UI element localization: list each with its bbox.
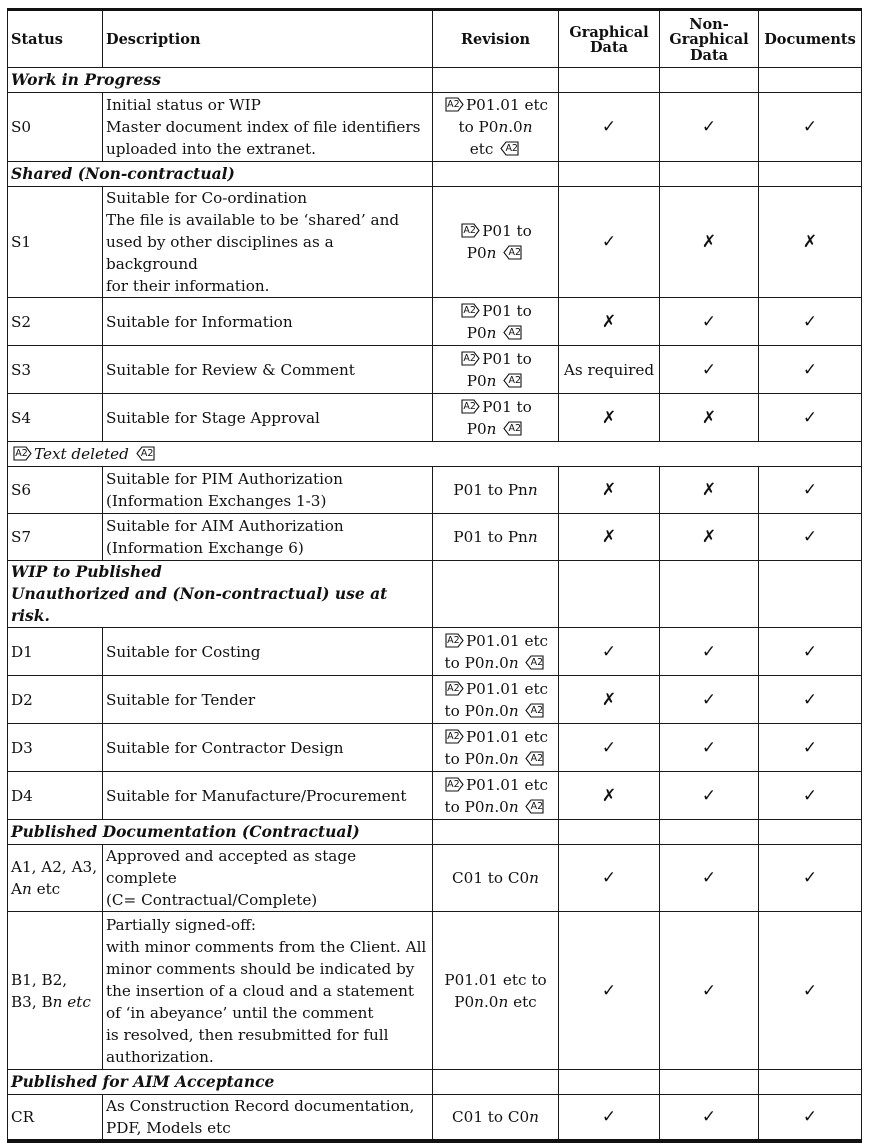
description-cell: Suitable for Tender <box>103 676 433 724</box>
empty-cell <box>433 1070 559 1095</box>
graphical-data-mark: ✓ <box>559 912 660 1070</box>
documents-mark: ✗ <box>759 187 862 298</box>
revision-cell <box>433 628 559 676</box>
amendment-close-icon: A2 <box>525 751 544 766</box>
empty-cell <box>759 1070 862 1095</box>
description-line: (C= Contractual/Complete) <box>106 891 318 909</box>
deleted-text-note: Text deleted <box>34 445 129 463</box>
description-line: minor comments should be indicated by <box>106 959 415 978</box>
empty-cell <box>759 162 862 187</box>
header-status: Status <box>8 10 103 68</box>
non-graphical-data-mark: ✗ <box>660 187 759 298</box>
status-code <box>8 912 103 1070</box>
documents-mark: ✓ <box>759 912 862 1070</box>
status-line: A1, A2, A3, <box>11 858 98 876</box>
status-code: S4 <box>8 394 103 442</box>
revision-line: P0n A2 <box>466 244 522 262</box>
amendment-open-icon: A2 <box>445 777 464 792</box>
section-cell <box>8 162 433 187</box>
graphical-data-mark: ✓ <box>559 187 660 298</box>
documents-mark: ✓ <box>759 346 862 394</box>
revision-cell: C01 to C0n <box>433 845 559 912</box>
amendment-open-icon: A2 <box>445 633 464 648</box>
graphical-data-mark: ✓ <box>559 628 660 676</box>
section-row <box>8 561 862 628</box>
table-row <box>8 845 862 912</box>
description-cell <box>103 912 433 1070</box>
revision-line: etc A2 <box>469 140 518 158</box>
revision-cell <box>433 93 559 162</box>
table-row <box>8 912 862 1070</box>
empty-cell <box>660 561 759 628</box>
table-row <box>8 346 862 394</box>
status-line: B3, Bn etc <box>11 992 91 1011</box>
amendment-open-icon: A2 <box>445 97 464 112</box>
documents-mark: ✓ <box>759 298 862 346</box>
revision-line: A2 P01.01 etc <box>436 94 555 116</box>
description-line: Suitable for Co-ordination <box>106 189 308 207</box>
deleted-text-cell <box>8 442 862 467</box>
amendment-open-icon: A2 <box>445 681 464 696</box>
table-row <box>8 467 862 514</box>
amendment-open-icon: A2 <box>461 303 480 318</box>
table-row <box>8 394 862 442</box>
description-cell <box>103 845 433 912</box>
status-code: D1 <box>8 628 103 676</box>
description-line: (Information Exchange 6) <box>106 539 304 557</box>
status-code: CR <box>8 1095 103 1142</box>
amendment-close-icon: A2 <box>525 799 544 814</box>
section-title-wip-to-published: WIP to Published <box>11 562 162 581</box>
header-row <box>8 10 862 68</box>
description-cell: Suitable for Contractor Design <box>103 724 433 772</box>
description-cell <box>103 187 433 298</box>
description-line: used by other disciplines as a background <box>106 233 334 273</box>
description-line: uploaded into the extranet. <box>106 140 316 158</box>
header-graphical-data <box>559 10 660 68</box>
description-cell: Suitable for Review & Comment <box>103 346 433 394</box>
documents-mark: ✓ <box>759 724 862 772</box>
table-row <box>8 187 862 298</box>
status-code: S2 <box>8 298 103 346</box>
description-line: for their information. <box>106 277 270 295</box>
graphical-data-mark: ✓ <box>559 724 660 772</box>
empty-cell <box>660 162 759 187</box>
empty-cell <box>559 1070 660 1095</box>
description-cell <box>103 93 433 162</box>
section-title-aim: Published for AIM Acceptance <box>11 1072 275 1091</box>
graphical-data-mark: ✗ <box>559 298 660 346</box>
amendment-open-icon: A2 <box>461 223 480 238</box>
amendment-close-icon: A2 <box>525 655 544 670</box>
amendment-close-icon: A2 <box>136 446 155 461</box>
status-line: An etc <box>11 880 61 898</box>
section-cell <box>8 820 433 845</box>
header-non-graphical-data <box>660 10 759 68</box>
revision-cell <box>433 772 559 820</box>
description-line: is resolved, then resubmitted for full <box>106 1025 389 1044</box>
section-title-published: Published Documentation (Contractual) <box>11 822 360 841</box>
section-title-shared: Shared (Non-contractual) <box>11 164 235 183</box>
empty-cell <box>559 162 660 187</box>
non-graphical-data-mark: ✓ <box>660 346 759 394</box>
table-row <box>8 93 862 162</box>
amendment-open-icon: A2 <box>13 446 32 461</box>
graphical-data-mark: ✓ <box>559 845 660 912</box>
revision-line: A2 P01 to <box>436 396 555 418</box>
revision-line: A2 P01.01 etc <box>436 726 555 748</box>
table-row <box>8 298 862 346</box>
empty-cell <box>759 561 862 628</box>
graphical-data-mark: ✗ <box>559 394 660 442</box>
status-line: B1, B2, <box>11 970 68 989</box>
revision-line: P0n A2 <box>466 371 522 390</box>
empty-cell <box>559 561 660 628</box>
non-graphical-data-mark: ✓ <box>660 676 759 724</box>
description-cell <box>103 467 433 514</box>
revision-cell <box>433 394 559 442</box>
revision-line: to P0n.0n <box>458 118 533 136</box>
table-row <box>8 772 862 820</box>
amendment-close-icon: A2 <box>500 141 519 156</box>
revision-cell <box>433 724 559 772</box>
table-row <box>8 724 862 772</box>
graphical-data-mark: ✗ <box>559 772 660 820</box>
section-subtitle-risk: Unauthorized and (Non-contractual) use at risk. <box>11 584 388 625</box>
revision-line: P0n A2 <box>466 419 522 438</box>
description-cell: Suitable for Costing <box>103 628 433 676</box>
graphical-data-mark: As required <box>559 346 660 394</box>
description-line: the insertion of a cloud and a statement <box>106 981 414 1000</box>
description-line: Partially signed-off: <box>106 915 257 934</box>
graphical-data-mark: ✓ <box>559 93 660 162</box>
revision-cell <box>433 298 559 346</box>
empty-cell <box>559 820 660 845</box>
header-text: Graphical <box>669 31 749 49</box>
non-graphical-data-mark: ✓ <box>660 298 759 346</box>
revision-cell: P01 to Pnn <box>433 514 559 561</box>
documents-mark: ✓ <box>759 772 862 820</box>
status-code: S3 <box>8 346 103 394</box>
section-cell <box>8 68 433 93</box>
documents-mark: ✓ <box>759 676 862 724</box>
description-cell <box>103 1095 433 1142</box>
status-code: D3 <box>8 724 103 772</box>
amendment-close-icon: A2 <box>503 245 522 260</box>
status-code <box>8 845 103 912</box>
empty-cell <box>660 820 759 845</box>
documents-mark: ✓ <box>759 394 862 442</box>
description-line: of ‘in abeyance’ until the comment <box>106 1003 374 1022</box>
documents-mark: ✓ <box>759 845 862 912</box>
table-row <box>8 1095 862 1142</box>
revision-cell: P01 to Pnn <box>433 467 559 514</box>
revision-line: A2 P01 to <box>436 348 555 370</box>
non-graphical-data-mark: ✓ <box>660 724 759 772</box>
non-graphical-data-mark: ✗ <box>660 514 759 561</box>
graphical-data-mark: ✗ <box>559 676 660 724</box>
non-graphical-data-mark: ✓ <box>660 772 759 820</box>
non-graphical-data-mark: ✓ <box>660 93 759 162</box>
header-text: Non- <box>689 15 729 33</box>
amendment-close-icon: A2 <box>525 703 544 718</box>
non-graphical-data-mark: ✓ <box>660 912 759 1070</box>
table-row <box>8 628 862 676</box>
amendment-close-icon: A2 <box>503 373 522 388</box>
header-text: Graphical <box>569 23 649 41</box>
documents-mark: ✓ <box>759 93 862 162</box>
amendment-open-icon: A2 <box>461 351 480 366</box>
non-graphical-data-mark: ✓ <box>660 628 759 676</box>
description-line: The file is available to be ‘shared’ and <box>106 211 400 229</box>
revision-line: A2 P01.01 etc <box>436 678 555 700</box>
description-cell: Suitable for Information <box>103 298 433 346</box>
revision-line: to P0n.0n A2 <box>444 653 544 672</box>
revision-line: to P0n.0n A2 <box>444 701 544 720</box>
amendment-close-icon: A2 <box>503 325 522 340</box>
non-graphical-data-mark: ✗ <box>660 467 759 514</box>
empty-cell <box>433 561 559 628</box>
amendment-open-icon: A2 <box>461 399 480 414</box>
empty-cell <box>433 162 559 187</box>
revision-line: to P0n.0n A2 <box>444 749 544 768</box>
amendment-close-icon: A2 <box>503 421 522 436</box>
section-row <box>8 442 862 467</box>
revision-line: P0n A2 <box>466 323 522 342</box>
description-line: Master document index of file identifiers <box>106 118 421 136</box>
status-code: S1 <box>8 187 103 298</box>
non-graphical-data-mark: ✗ <box>660 394 759 442</box>
description-line: PDF, Models etc <box>106 1119 231 1137</box>
revision-cell <box>433 912 559 1070</box>
status-code: S0 <box>8 93 103 162</box>
graphical-data-mark: ✗ <box>559 514 660 561</box>
section-row <box>8 162 862 187</box>
revision-line: to P0n.0n A2 <box>444 797 544 816</box>
header-description: Description <box>103 10 433 68</box>
status-codes-table <box>7 8 862 1143</box>
empty-cell <box>759 68 862 93</box>
description-cell: Suitable for Manufacture/Procurement <box>103 772 433 820</box>
documents-mark: ✓ <box>759 467 862 514</box>
section-cell <box>8 1070 433 1095</box>
status-code: S7 <box>8 514 103 561</box>
description-line: authorization. <box>106 1047 214 1066</box>
documents-mark: ✓ <box>759 514 862 561</box>
header-text: Data <box>589 39 629 56</box>
amendment-open-icon: A2 <box>445 729 464 744</box>
documents-mark: ✓ <box>759 1095 862 1142</box>
revision-line: A2 P01 to <box>436 300 555 322</box>
status-code: S6 <box>8 467 103 514</box>
documents-mark: ✓ <box>759 628 862 676</box>
description-line: Approved and accepted as stage complete <box>106 847 357 887</box>
graphical-data-mark: ✓ <box>559 1095 660 1142</box>
description-line: As Construction Record documentation, <box>106 1097 415 1115</box>
revision-cell <box>433 676 559 724</box>
empty-cell <box>433 820 559 845</box>
revision-cell: C01 to C0n <box>433 1095 559 1142</box>
section-cell <box>8 561 433 628</box>
description-line: Suitable for PIM Authorization <box>106 470 343 488</box>
revision-line: A2 P01.01 etc <box>436 630 555 652</box>
empty-cell <box>433 68 559 93</box>
revision-line: A2 P01 to <box>436 220 555 242</box>
revision-cell <box>433 346 559 394</box>
table-row <box>8 676 862 724</box>
header-text: Data <box>689 46 729 64</box>
revision-line: P01.01 etc to <box>444 970 547 989</box>
table-row <box>8 514 862 561</box>
section-title-wip: Work in Progress <box>11 70 161 89</box>
description-cell: Suitable for Stage Approval <box>103 394 433 442</box>
revision-line: P0n.0n etc <box>454 992 537 1011</box>
revision-cell <box>433 187 559 298</box>
section-row <box>8 820 862 845</box>
non-graphical-data-mark: ✓ <box>660 845 759 912</box>
header-documents: Documents <box>759 10 862 68</box>
description-line: (Information Exchanges 1-3) <box>106 492 327 510</box>
non-graphical-data-mark: ✓ <box>660 1095 759 1142</box>
section-row <box>8 1070 862 1095</box>
description-line: with minor comments from the Client. All <box>106 937 427 956</box>
empty-cell <box>660 68 759 93</box>
section-row <box>8 68 862 93</box>
status-code: D4 <box>8 772 103 820</box>
description-line: Initial status or WIP <box>106 96 261 114</box>
header-revision: Revision <box>433 10 559 68</box>
graphical-data-mark: ✗ <box>559 467 660 514</box>
status-code: D2 <box>8 676 103 724</box>
revision-line: A2 P01.01 etc <box>436 774 555 796</box>
empty-cell <box>559 68 660 93</box>
description-cell <box>103 514 433 561</box>
description-line: Suitable for AIM Authorization <box>106 517 344 535</box>
empty-cell <box>660 1070 759 1095</box>
empty-cell <box>759 820 862 845</box>
